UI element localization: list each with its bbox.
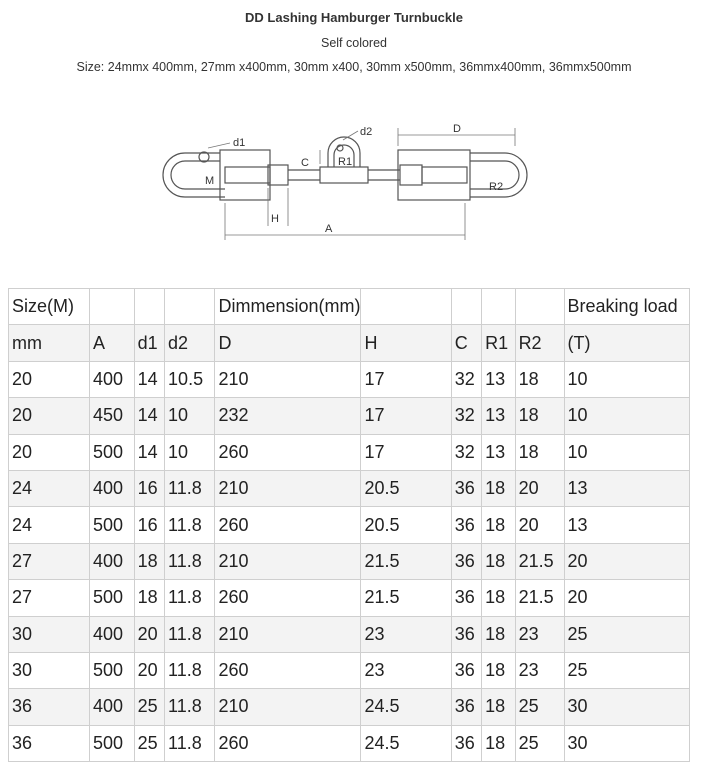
table-cell: 21.5 xyxy=(515,580,564,616)
label-d: D xyxy=(453,123,461,135)
table-cell: 24 xyxy=(9,507,90,543)
label-a: A xyxy=(325,223,333,235)
table-cell: 11.8 xyxy=(165,652,215,688)
table-cell: 20 xyxy=(9,398,90,434)
table-cell: 400 xyxy=(89,361,134,397)
table-cell: A xyxy=(89,325,134,361)
table-cell: 32 xyxy=(451,434,481,470)
available-sizes: Size: 24mmx 400mm, 27mm x400mm, 30mm x400, 30mm x500mm, 36mmx400mm, 36mmx500mm xyxy=(76,60,632,74)
table-header-row xyxy=(9,289,690,325)
table-cell: 18 xyxy=(482,543,515,579)
table-cell: 13 xyxy=(482,434,515,470)
table-row xyxy=(9,470,690,506)
table-cell: 27 xyxy=(9,543,90,579)
table-cell xyxy=(451,289,481,325)
table-cell: 18 xyxy=(482,470,515,506)
table-cell: (T) xyxy=(564,325,689,361)
turnbuckle-drawing xyxy=(150,118,550,248)
table-cell: 10 xyxy=(564,398,689,434)
table-cell: 18 xyxy=(515,434,564,470)
table-cell xyxy=(515,289,564,325)
table-cell: 400 xyxy=(89,470,134,506)
table-cell: 20 xyxy=(564,543,689,579)
table-cell: 20 xyxy=(9,434,90,470)
table-row xyxy=(9,361,690,397)
table-cell: 18 xyxy=(482,580,515,616)
table-cell: 400 xyxy=(89,543,134,579)
label-r1: R1 xyxy=(338,156,353,168)
table-cell: 36 xyxy=(451,725,481,761)
table-cell: 30 xyxy=(9,616,90,652)
table-cell: 11.8 xyxy=(165,725,215,761)
table-cell xyxy=(165,289,215,325)
table-cell: 36 xyxy=(451,689,481,725)
table-cell: 11.8 xyxy=(165,543,215,579)
table-cell: Dimmension(mm) xyxy=(215,289,361,325)
table-cell: 23 xyxy=(515,652,564,688)
table-cell: 10 xyxy=(165,434,215,470)
table-cell: 36 xyxy=(451,652,481,688)
table-cell: 16 xyxy=(134,507,164,543)
table-cell: 260 xyxy=(215,434,361,470)
table-cell: 16 xyxy=(134,470,164,506)
table-cell: 36 xyxy=(451,543,481,579)
table-cell: 260 xyxy=(215,652,361,688)
table-cell: 18 xyxy=(482,689,515,725)
table-cell: 36 xyxy=(451,507,481,543)
table-cell: 32 xyxy=(451,361,481,397)
table-cell: 11.8 xyxy=(165,616,215,652)
spec-table xyxy=(8,288,690,762)
table-cell: 13 xyxy=(564,470,689,506)
table-row xyxy=(9,434,690,470)
table-cell: 13 xyxy=(482,398,515,434)
table-cell: 23 xyxy=(361,652,451,688)
table-cell: D xyxy=(215,325,361,361)
label-m: M xyxy=(205,175,215,187)
table-cell: R2 xyxy=(515,325,564,361)
table-cell: 36 xyxy=(451,616,481,652)
table-cell: R1 xyxy=(482,325,515,361)
table-cell: 21.5 xyxy=(515,543,564,579)
table-cell: 500 xyxy=(89,507,134,543)
table-cell: 500 xyxy=(89,652,134,688)
table-cell xyxy=(361,289,451,325)
table-cell: 27 xyxy=(9,580,90,616)
table-cell: 25 xyxy=(134,725,164,761)
table-row xyxy=(9,652,690,688)
table-cell: 14 xyxy=(134,434,164,470)
label-d1: d1 xyxy=(233,137,246,149)
table-cell: 32 xyxy=(451,398,481,434)
table-cell: 10 xyxy=(564,361,689,397)
table-cell: d2 xyxy=(165,325,215,361)
table-cell: 18 xyxy=(482,507,515,543)
table-cell: 18 xyxy=(482,652,515,688)
table-cell xyxy=(482,289,515,325)
table-row xyxy=(9,689,690,725)
label-d2: d2 xyxy=(360,126,373,138)
product-finish: Self colored xyxy=(320,36,387,50)
table-cell: 14 xyxy=(134,398,164,434)
table-cell: 20 xyxy=(515,470,564,506)
table-subheader-row xyxy=(9,325,690,361)
table-cell: Size(M) xyxy=(9,289,90,325)
table-cell: 18 xyxy=(134,543,164,579)
table-cell: 210 xyxy=(215,689,361,725)
table-cell: 20.5 xyxy=(361,470,451,506)
label-r2: R2 xyxy=(489,181,504,193)
table-row xyxy=(9,580,690,616)
table-cell: mm xyxy=(9,325,90,361)
table-cell: 210 xyxy=(215,543,361,579)
table-row xyxy=(9,507,690,543)
table-cell: 17 xyxy=(361,434,451,470)
table-cell: 36 xyxy=(9,725,90,761)
table-cell: 21.5 xyxy=(361,543,451,579)
table-cell: 21.5 xyxy=(361,580,451,616)
table-cell: 13 xyxy=(482,361,515,397)
table-cell: H xyxy=(361,325,451,361)
table-cell: C xyxy=(451,325,481,361)
table-cell: 500 xyxy=(89,580,134,616)
table-cell: 25 xyxy=(564,652,689,688)
table-cell: 20 xyxy=(9,361,90,397)
label-h: H xyxy=(271,213,279,225)
table-cell: 18 xyxy=(482,616,515,652)
table-cell: 18 xyxy=(515,361,564,397)
table-row xyxy=(9,398,690,434)
table-cell: 210 xyxy=(215,616,361,652)
table-cell: 36 xyxy=(9,689,90,725)
table-cell: 17 xyxy=(361,398,451,434)
table-cell: 20 xyxy=(564,580,689,616)
table-cell: 13 xyxy=(564,507,689,543)
table-cell: 260 xyxy=(215,580,361,616)
table-cell: 11.8 xyxy=(165,689,215,725)
table-cell: 11.8 xyxy=(165,580,215,616)
table-cell: 20 xyxy=(134,616,164,652)
table-cell: 36 xyxy=(451,470,481,506)
table-cell: 30 xyxy=(564,725,689,761)
table-cell: 14 xyxy=(134,361,164,397)
table-cell: 30 xyxy=(564,689,689,725)
table-cell: 36 xyxy=(451,580,481,616)
table-cell: 210 xyxy=(215,361,361,397)
table-row xyxy=(9,543,690,579)
table-cell: 25 xyxy=(564,616,689,652)
table-cell: 11.8 xyxy=(165,470,215,506)
table-cell: 260 xyxy=(215,507,361,543)
table-cell: 24 xyxy=(9,470,90,506)
table-row xyxy=(9,725,690,761)
table-row xyxy=(9,616,690,652)
product-title: DD Lashing Hamburger Turnbuckle xyxy=(245,10,463,25)
table-cell: 400 xyxy=(89,689,134,725)
table-cell: 23 xyxy=(515,616,564,652)
table-cell: 18 xyxy=(134,580,164,616)
table-cell: 25 xyxy=(515,689,564,725)
table-cell: 500 xyxy=(89,725,134,761)
table-cell: 18 xyxy=(515,398,564,434)
table-cell: 210 xyxy=(215,470,361,506)
table-cell: 23 xyxy=(361,616,451,652)
table-cell: 18 xyxy=(482,725,515,761)
table-cell: 260 xyxy=(215,725,361,761)
table-cell: 500 xyxy=(89,434,134,470)
table-cell: 30 xyxy=(9,652,90,688)
table-cell xyxy=(134,289,164,325)
table-cell: d1 xyxy=(134,325,164,361)
table-cell: 450 xyxy=(89,398,134,434)
table-cell: 11.8 xyxy=(165,507,215,543)
table-cell: 232 xyxy=(215,398,361,434)
table-cell: Breaking load xyxy=(564,289,689,325)
table-cell: 10 xyxy=(564,434,689,470)
table-cell: 10.5 xyxy=(165,361,215,397)
table-cell: 25 xyxy=(515,725,564,761)
table-cell: 24.5 xyxy=(361,689,451,725)
table-cell: 20.5 xyxy=(361,507,451,543)
table-cell: 20 xyxy=(134,652,164,688)
table-cell: 400 xyxy=(89,616,134,652)
table-cell xyxy=(89,289,134,325)
table-cell: 20 xyxy=(515,507,564,543)
label-c: C xyxy=(301,157,309,169)
table-cell: 25 xyxy=(134,689,164,725)
table-cell: 17 xyxy=(361,361,451,397)
table-cell: 10 xyxy=(165,398,215,434)
spec-table-container xyxy=(8,288,690,778)
table-cell: 24.5 xyxy=(361,725,451,761)
